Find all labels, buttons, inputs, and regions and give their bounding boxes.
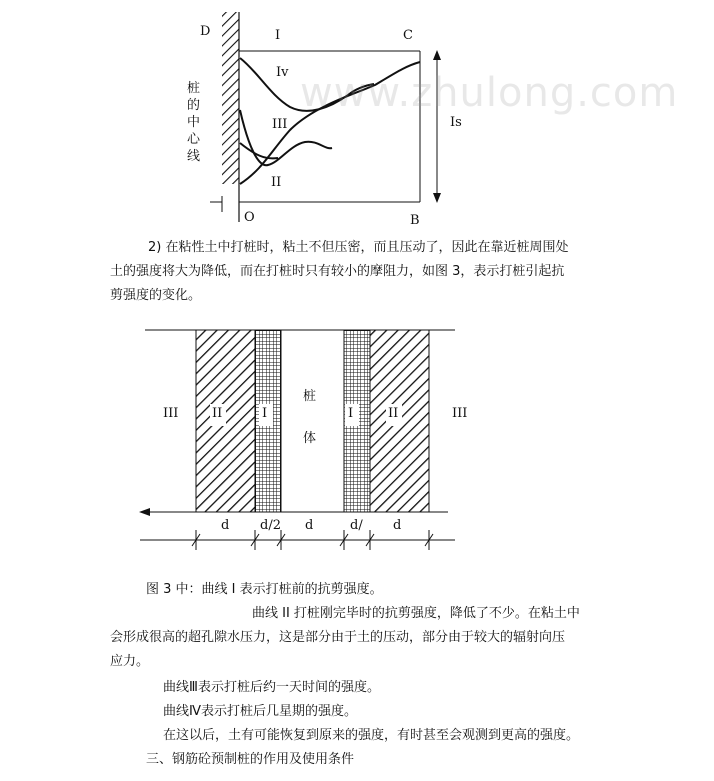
zone-ii-right-label: II xyxy=(388,406,399,421)
zone-ii-left-label: II xyxy=(212,406,223,421)
dim-label: d/ xyxy=(350,518,363,533)
pile-body-char-2: 体 xyxy=(303,431,317,446)
zone-iii-left-label: III xyxy=(163,406,179,421)
curve2-line2: 会形成很高的超孔隙水压力，这是部分由于土的压动，部分由于较大的辐射向压 xyxy=(110,630,566,645)
label-curve-i: I xyxy=(275,28,281,43)
dim-label: d xyxy=(305,518,314,533)
pile-axis-char: 的 xyxy=(187,98,201,113)
pile-axis-char: 桩 xyxy=(187,81,201,96)
label-is: Is xyxy=(450,115,462,130)
paragraph-clay-line2: 土的强度将大为降低，而在打桩时只有较小的摩阻力，如图 3，表示打桩引起抗 xyxy=(110,264,565,279)
zone-i-right-label: I xyxy=(348,406,354,421)
watermark: www.zhulong.com xyxy=(300,70,679,116)
is-arrow-top xyxy=(433,50,441,60)
pile-axis-char: 心 xyxy=(187,132,201,147)
pile-wall-hatch xyxy=(222,12,239,184)
section-heading: 三、钢筋砼预制桩的作用及使用条件 xyxy=(146,752,355,767)
pile-axis-char: 中 xyxy=(187,115,201,130)
pile-body-char-1: 桩 xyxy=(303,389,317,404)
curve2-line1: 曲线 II 打桩刚完毕时的抗剪强度，降低了不少。在粘土中 xyxy=(252,606,580,621)
pile-axis-char: 线 xyxy=(187,149,201,164)
label-d: D xyxy=(200,24,211,39)
label-curve-iii: III xyxy=(272,117,288,132)
dim-label: d/2 xyxy=(260,518,281,533)
zone-i-left-label: I xyxy=(262,406,268,421)
fig3-caption-line: 图 3 中：曲线 I 表示打桩前的抗剪强度。 xyxy=(146,582,383,597)
paragraph-clay-line3: 剪强度的变化。 xyxy=(110,288,202,303)
label-curve-iv: Iv xyxy=(276,65,289,80)
dim-label: d xyxy=(393,518,402,533)
strength-curves-figure xyxy=(0,0,714,235)
label-c: C xyxy=(403,28,413,43)
ground-arrow-head xyxy=(139,508,150,516)
label-o: O xyxy=(244,210,255,225)
zone-iii-right-label: III xyxy=(452,406,468,421)
after-line: 在这以后，土有可能恢复到原来的强度，有时甚至会观测到更高的强度。 xyxy=(163,728,580,743)
paragraph-clay-line1: 2) 在粘性土中打桩时，粘土不但压密，而且压动了，因此在靠近桩周围处 xyxy=(148,240,569,255)
label-curve-ii: II xyxy=(271,175,282,190)
dim-label: d xyxy=(221,518,230,533)
curve4-line: 曲线Ⅳ表示打桩后几星期的强度。 xyxy=(163,704,357,719)
curve3-line: 曲线Ⅲ表示打桩后约一天时间的强度。 xyxy=(163,680,380,695)
label-b: B xyxy=(410,213,420,228)
curve2-line3: 应力。 xyxy=(110,654,150,669)
is-arrow-bottom xyxy=(433,193,441,203)
pile-axis-label xyxy=(187,80,200,165)
